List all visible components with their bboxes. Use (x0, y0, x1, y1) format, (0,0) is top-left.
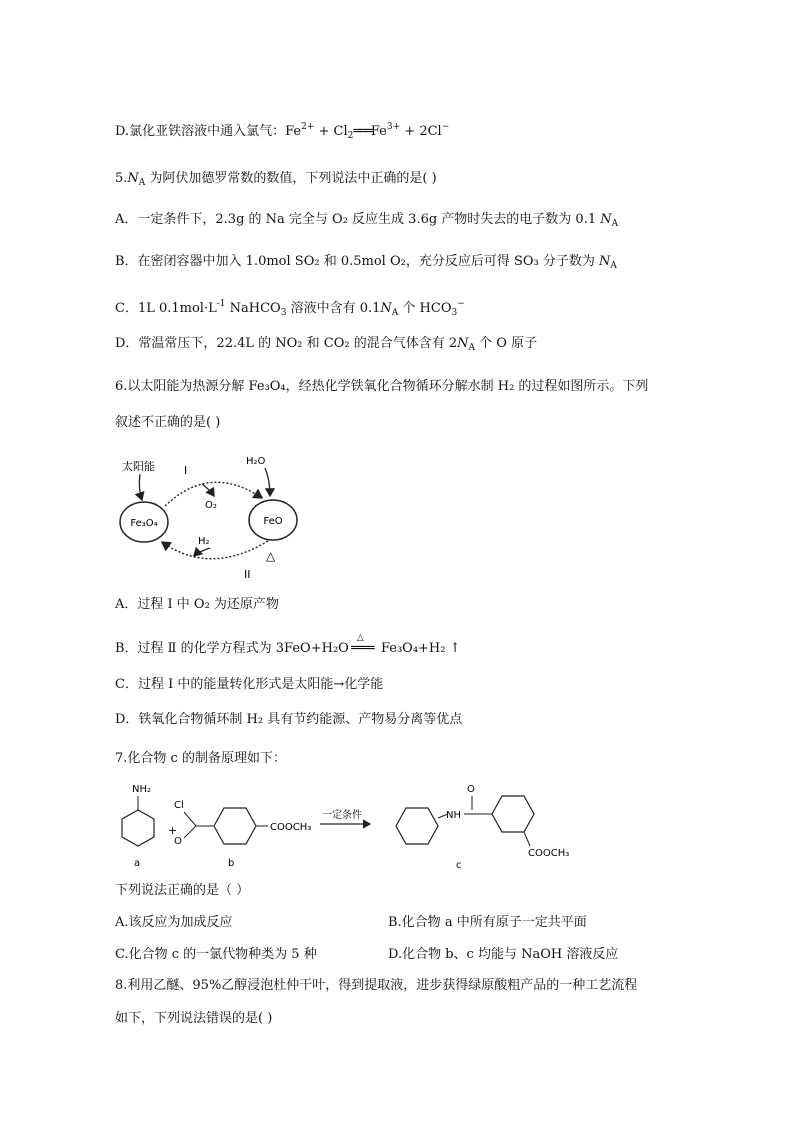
o-label-c: O (467, 784, 475, 795)
question-6-tail: 叙述不正确的是( ) (115, 415, 221, 430)
question-5-option-c: C．1L $0.1mol\cdot L^{-1}$ NaHCO$_3$ 溶液中含有 $0.1N_A$ 个 $HCO_3^-$ (115, 299, 465, 318)
nh2-label: NH₂ (132, 784, 152, 795)
process-ii-arrow (162, 541, 268, 559)
question-7-option-d: D.化合物 b、c 均能与 NaOH 溶液反应 (388, 947, 619, 962)
question-5-option-d: D．常温常压下，22.4L 的 NO₂ 和 CO₂ 的混合气体含有 $2N_A$ 个 O 原子 (115, 336, 538, 353)
sun-label: 太阳能 (122, 460, 155, 473)
benzene-ring-a (122, 810, 154, 846)
question-7-option-c: C.化合物 c 的一氯代物种类为 5 种 (115, 947, 317, 962)
question-7: 7.化合物 c 的制备原理如下： (115, 751, 286, 766)
process-ii-label: II (244, 568, 251, 581)
question-6-option-d: D．铁氧化合物循环制 H₂ 具有节约能源、产物易分离等优点 (115, 712, 463, 727)
benzene-ring-c2 (492, 796, 534, 832)
question-6: 6.以太阳能为热源分解 Fe₃O₄，经热化学铁氧化合物循环分解水制 H₂ 的过程如图所示。下列 (115, 379, 649, 394)
label-a: a (134, 858, 141, 869)
reaction-scheme (110, 778, 600, 874)
question-7-prompt: 下列说法正确的是（ ） (115, 883, 250, 898)
question-6-option-c: C．过程 Ⅰ 中的能量转化形式是太阳能→化学能 (115, 677, 384, 692)
cooch3-label-b: COOCH₃ (270, 822, 312, 833)
label-b: b (228, 858, 235, 869)
heat-triangle: △ (266, 549, 276, 563)
question-5-option-a: A．一定条件下，2.3g 的 Na 完全与 O₂ 反应生成 3.6g 产物时失去的电子数为 0.1 $N_A$ (115, 212, 619, 229)
condition-label: 一定条件 (322, 810, 362, 821)
question-7-option-b: B.化合物 a 中所有原子一定共平面 (388, 915, 587, 930)
question-5-option-b: B．在密闭容器中加入 1.0mol SO₂ 和 0.5mol O₂，充分反应后可得 SO₃ 分子数为 $N_A$ (115, 254, 617, 271)
h2o-in-arrow (265, 468, 270, 496)
iron-oxide-cycle-diagram (110, 448, 310, 584)
h2-out-arrow (194, 548, 210, 556)
sun-input-arrow (139, 474, 142, 500)
h2o-label: H₂O (246, 456, 266, 467)
process-i-label: I (184, 464, 188, 477)
fe3o4-label: Fe₃O₄ (130, 518, 158, 529)
option-d-ferrous-chloride: D.氯化亚铁溶液中通入氯气：$Fe^{2+}$ + $Cl_2═══Fe^{3+} + 2Cl^-$ (115, 122, 450, 141)
question-8: 8.利用乙醚、95%乙醇浸泡杜仲干叶，得到提取液，进步获得绿原酸粗产品的一种工艺流程 (115, 978, 638, 993)
feo-label: FeO (263, 516, 283, 527)
cooch3-label-c: COOCH₃ (528, 848, 570, 859)
nh-label: NH (446, 810, 461, 821)
plus-sign: + (168, 824, 178, 837)
question-6-option-b: B．过程 Ⅱ 的化学方程式为 3FeO+H₂O △ ═══ Fe₃O₄+H₂ ↑ (115, 633, 461, 656)
question-8-tail: 如下，下列说法错误的是( ) (115, 1011, 273, 1026)
h2-label: H₂ (198, 536, 210, 547)
o2-label: O₂ (205, 500, 217, 511)
benzene-ring-c1 (396, 808, 438, 844)
question-5: $5.N_A$ 为阿伏加德罗常数的数值，下列说法中正确的是( ) (115, 171, 437, 188)
o-label: O (174, 836, 182, 847)
question-7-option-a: A.该反应为加成反应 (115, 915, 233, 930)
o2-out-arrow (202, 484, 214, 496)
question-6-option-a: A．过程 Ⅰ 中 O₂ 为还原产物 (115, 597, 279, 612)
label-c: c (456, 860, 462, 871)
benzene-ring-b (214, 808, 256, 844)
cl-label: Cl (174, 800, 184, 811)
